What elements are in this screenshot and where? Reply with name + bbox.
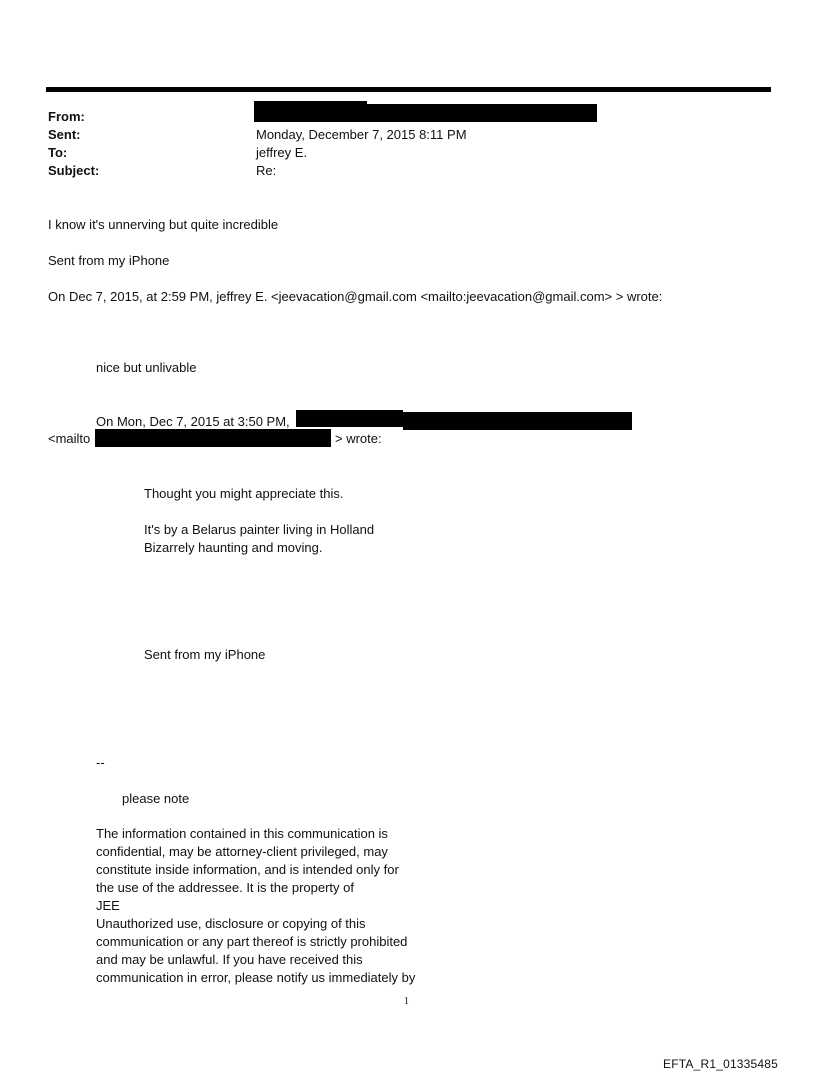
subject-value: Re: [256, 163, 277, 178]
please-note: please note [122, 791, 190, 806]
to-value: jeffrey E. [256, 145, 308, 160]
header-rule [46, 87, 771, 92]
disclaimer-line: and may be unlawful. If you have received this [96, 952, 363, 967]
subject-label: Subject: [48, 163, 100, 178]
disclaimer-line: confidential, may be attorney-client privileged, may [96, 844, 388, 859]
quote-header: On Dec 7, 2015, at 2:59 PM, jeffrey E. <jeevacation@gmail.com <mailto:jeevacation@gmail.com> > wrote: [48, 289, 663, 304]
inner-line-3: Bizarrely haunting and moving. [144, 540, 323, 555]
sent-label: Sent: [48, 127, 81, 142]
reply-line: I know it's unnerving but quite incredible [48, 217, 279, 232]
disclaimer-line: The information contained in this communication is [96, 826, 388, 841]
wrote-suffix: > wrote: [335, 431, 382, 446]
disclaimer-line: JEE [96, 898, 120, 913]
inner-line-2: It's by a Belarus painter living in Holland [144, 522, 375, 537]
redaction-sender-email [403, 412, 632, 430]
disclaimer-line: communication in error, please notify us immediately by [96, 970, 416, 985]
inner-line-1: Thought you might appreciate this. [144, 486, 344, 501]
mailto-prefix: <mailto [48, 431, 91, 446]
signature-iphone-1: Sent from my iPhone [48, 253, 170, 268]
redaction-sender-name [296, 410, 403, 427]
redaction-from [254, 104, 597, 122]
document-id: EFTA_R1_01335485 [663, 1057, 779, 1071]
sent-value: Monday, December 7, 2015 8:11 PM [256, 127, 467, 142]
disclaimer-line: the use of the addressee. It is the property of [96, 880, 354, 895]
page-number: 1 [404, 996, 409, 1007]
from-label: From: [48, 109, 85, 124]
redaction-mailto [95, 429, 331, 447]
disclaimer-line: communication or any part thereof is strictly prohibited [96, 934, 408, 949]
nested-reply: nice but unlivable [96, 360, 197, 375]
signature-iphone-2: Sent from my iPhone [144, 647, 266, 662]
disclaimer-line: constitute inside information, and is intended only for [96, 862, 399, 877]
separator: -- [96, 755, 105, 770]
nested-quote-header: On Mon, Dec 7, 2015 at 3:50 PM, [96, 414, 290, 429]
disclaimer-line: Unauthorized use, disclosure or copying of this [96, 916, 366, 931]
to-label: To: [48, 145, 68, 160]
